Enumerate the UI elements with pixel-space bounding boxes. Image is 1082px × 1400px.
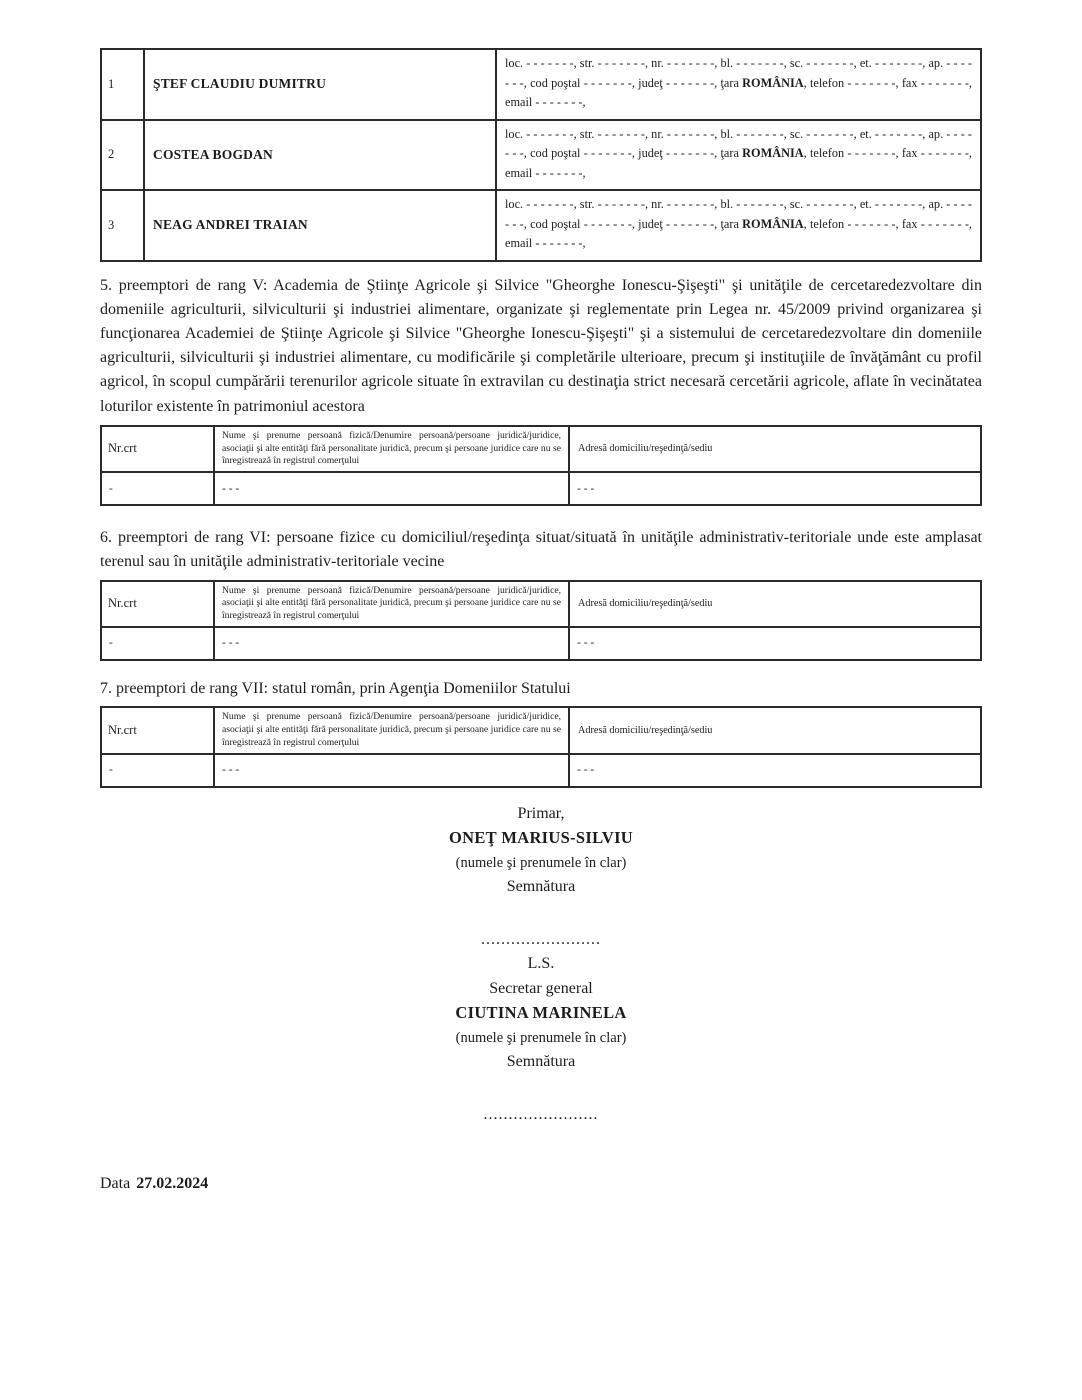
party-address xyxy=(496,120,981,191)
header-name: Nume şi prenume persoană fizică/Denumire persoană/persoane juridică/juridice, asociaţii şi alte entităţi fără personalitate juridică, precum şi persoane juridice care nu se înregistrează în registrul comerţului xyxy=(214,581,569,627)
address-country: ROMÂNIA xyxy=(742,216,804,231)
party-name: NEAG ANDREI TRAIAN xyxy=(144,190,496,261)
party-address xyxy=(496,49,981,120)
header-address: Adresă domiciliu/reşedinţă/sediu xyxy=(569,426,981,472)
table-row xyxy=(101,49,981,120)
preemptor-table-rank7 xyxy=(100,706,982,787)
address-country: ROMÂNIA xyxy=(742,146,804,160)
secretary-name-clarification: (numele şi prenumele în clar) xyxy=(455,1029,627,1046)
cell-name: - - - xyxy=(214,627,569,660)
table-header-row xyxy=(101,581,981,627)
table-header-row xyxy=(101,426,981,472)
section-rank6-paragraph: 6. preemptori de rang VI: persoane fizice cu domiciliul/reşedinţa situat/situată în unităţile administrativ-teritoriale unde este amplasat terenul sau în unităţile administrativ-teritoriale vecine xyxy=(100,529,982,571)
secretary-title: Secretar general xyxy=(489,979,593,997)
address-suffix: , telefon - - - - - - -, fax - - - - - - -, email - - - - - - -, xyxy=(505,146,972,180)
cell-name: - - - xyxy=(214,754,569,787)
section-rank5-paragraph: 5. preemptori de rang V: Academia de Ştiinţe Agricole şi Silvice "Gheorghe Ionescu-Şişeşti" şi unităţile de cercetaredezvoltare din domeniile agriculturii, silviculturii şi industriei alimentare, organizate şi reglementate prin Legea nr. 45/2009 privind organizarea şi funcţionarea Academiei de Ştiinţe Agricole şi Silvice "Gheorghe Ionescu-Şişeşti" şi a sistemului de cercetaredezvoltare din domeniile agriculturii, silviculturii şi industriei alimentare, cu modificările şi completările ulterioare, precum şi instituţiile de învăţământ cu profil agricol, în scopul cumpărării terenurilor agricole situate în extravilan cu destinaţia strict necesară cercetării agricole, aflate în vecinătatea loturilor existente în patrimoniul acestora xyxy=(100,276,982,415)
header-name: Nume şi prenume persoană fizică/Denumire persoană/persoane juridică/juridice, asociaţii şi alte entităţi fără personalitate juridică, precum şi persoane juridice care nu se înregistrează în registrul comerţului xyxy=(214,426,569,472)
row-number: 1 xyxy=(101,49,144,120)
address-prefix: loc. - - - - - - -, str. - - - - - - -, nr. - - - - - - -, bl. - - - - - - -, sc. - - - - - - -, et. - - - - - - -, ap. - - - - - - -, cod poştal - - - - - - -, judeţ - - - - - - -, ţara xyxy=(505,56,972,90)
table-row xyxy=(101,190,981,261)
date-value: 27.02.2024 xyxy=(136,1175,209,1192)
cell-name: - - - xyxy=(214,472,569,505)
party-name: COSTEA BOGDAN xyxy=(144,120,496,191)
mayor-signature-label: Semnătura xyxy=(506,878,576,895)
row-number: 2 xyxy=(101,120,144,191)
mayor-title: Primar, xyxy=(517,804,565,822)
secretary-signature-label: Semnătura xyxy=(506,1053,576,1070)
party-name: ŞTEF CLAUDIU DUMITRU xyxy=(144,49,496,120)
seal-label: L.S. xyxy=(527,955,555,972)
address-country: ROMÂNIA xyxy=(742,75,804,90)
address-suffix: , telefon - - - - - - -, fax - - - - - - -, email - - - - - - -, xyxy=(505,216,972,250)
header-nr-crt: Nr.crt xyxy=(101,426,214,472)
row-number: 3 xyxy=(101,190,144,261)
header-address: Adresă domiciliu/reşedinţă/sediu xyxy=(569,707,981,753)
spacer xyxy=(100,1075,982,1103)
mayor-name: ONEŢ MARIUS-SILVIU xyxy=(448,828,634,847)
cell-nr: - xyxy=(101,754,214,787)
table-row xyxy=(101,472,981,505)
date-label: Data xyxy=(100,1175,131,1192)
party-address xyxy=(496,190,981,261)
address-prefix: loc. - - - - - - -, str. - - - - - - -, nr. - - - - - - -, bl. - - - - - - -, sc. - - - - - - -, et. - - - - - - -, ap. - - - - - - -, cod poştal - - - - - - -, judeţ - - - - - - -, ţara xyxy=(505,197,972,231)
section-rank7-paragraph: 7. preemptori de rang VII: statul român, prin Agenţia Domeniilor Statului xyxy=(100,679,571,697)
table-row xyxy=(101,754,981,787)
cell-address: - - - xyxy=(569,472,981,505)
preemptor-table-rank6 xyxy=(100,580,982,661)
table-header-row xyxy=(101,707,981,753)
address-prefix: loc. - - - - - - -, str. - - - - - - -, nr. - - - - - - -, bl. - - - - - - -, sc. - - - - - - -, et. - - - - - - -, ap. - - - - - - -, cod poştal - - - - - - -, judeţ - - - - - - -, ţara xyxy=(505,126,972,160)
address-suffix: , telefon - - - - - - -, fax - - - - - - -, email - - - - - - -, xyxy=(505,75,972,109)
secretary-signature-dots: ....................... xyxy=(483,1105,599,1123)
mayor-name-clarification: (numele şi prenumele în clar) xyxy=(455,854,627,871)
cell-address: - - - xyxy=(569,754,981,787)
cell-nr: - xyxy=(101,472,214,505)
header-nr-crt: Nr.crt xyxy=(101,581,214,627)
mayor-signature-dots: ........................ xyxy=(481,930,601,948)
spacer xyxy=(100,900,982,928)
cell-address: - - - xyxy=(569,627,981,660)
document-date xyxy=(100,1175,982,1193)
secretary-name: CIUTINA MARINELA xyxy=(455,1003,627,1022)
table-row xyxy=(101,120,981,191)
header-name: Nume şi prenume persoană fizică/Denumire persoană/persoane juridică/juridice, asociaţii şi alte entităţi fără personalitate juridică, precum şi persoane juridice care nu se înregistrează în registrul comerţului xyxy=(214,707,569,753)
header-address: Adresă domiciliu/reşedinţă/sediu xyxy=(569,581,981,627)
table-row xyxy=(101,627,981,660)
preemptor-table-rank5 xyxy=(100,425,982,506)
cell-nr: - xyxy=(101,627,214,660)
header-nr-crt: Nr.crt xyxy=(101,707,214,753)
parties-table xyxy=(100,48,982,262)
signature-block xyxy=(100,802,982,1128)
